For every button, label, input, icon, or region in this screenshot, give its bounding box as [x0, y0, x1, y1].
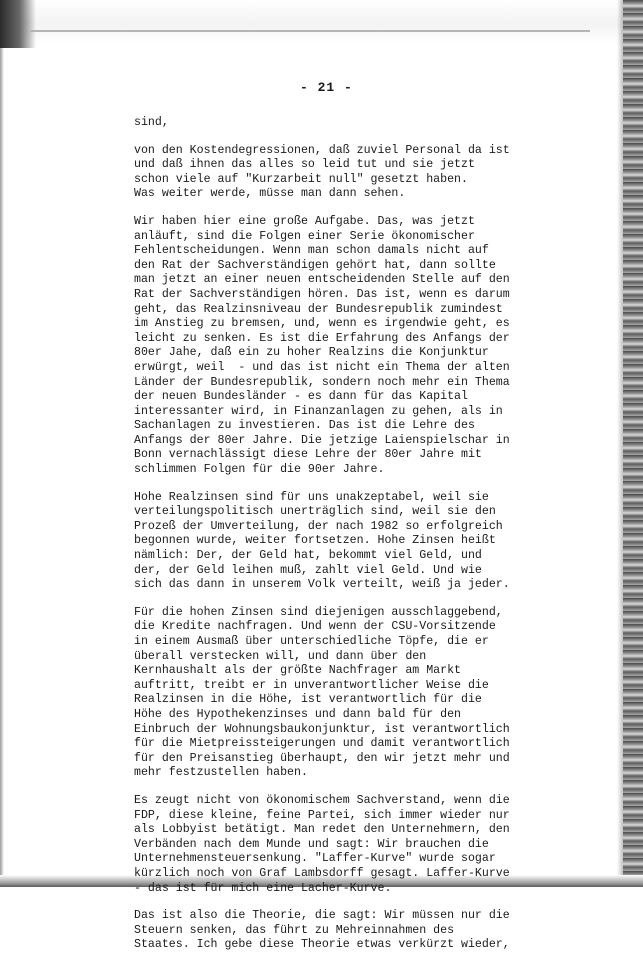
paragraph: von den Kostendegressionen, daß zuviel Personal da ist und daß ihnen das alles so leid tut und sie jetzt schon viele auf "Kurzarbeit null" gesetzt haben. Was weiter werde, müsse man dann sehen.	[134, 143, 510, 201]
page-number: - 21 -	[300, 80, 353, 95]
scan-shadow-top-left	[0, 0, 36, 48]
scan-shadow-left	[0, 48, 4, 887]
paragraph: Hohe Realzinsen sind für uns unakzeptabel, weil sie verteilungspolitisch unerträglich sind, weil sie den Prozeß der Umverteilung, der nach 1982 so erfolgreich begonnen wurde, weiter fortsetzen. Hohe Zinsen heißt nämlich: Der, der Geld hat, bekommt viel Geld, und der, der Geld leihen muß, zahlt viel Geld. Und wie sich das dann in unserem Volk verteilt, weiß ja jeder.	[134, 490, 510, 592]
scan-shadow-right	[623, 0, 643, 887]
paragraph: Wir haben hier eine große Aufgabe. Das, was jetzt anläuft, sind die Folgen einer Serie ökonomischer Fehlentscheidungen. Wenn man schon damals nicht auf den Rat der Sachverständigen gehört hat, dann sollte man jetzt an einer neuen entscheidenden Stelle auf den Rat der Sachverständigen hören. Das ist, wenn es darum geht, das Realzinsniveau der Bundesrepublik zumindest im Anstieg zu bremsen, und, wenn es irgendwie geht, es leicht zu senken. Es ist die Erfahrung des Anfangs der 80er Jahe, daß ein zu hoher Realzins die Konjunktur erwürgt, weil - und das ist nicht ein Thema der alten Länder der Bundesrepublik, sondern noch mehr ein Thema der neuen Bundesländer - es dann für das Kapital interessanter wird, in Finanzanlagen zu gehen, als in Sachanlagen zu investieren. Das ist die Lehre des Anfangs der 80er Jahre. Die jetzige Laienspielschar in Bonn vernachlässigt diese Lehre der 80er Jahre mit schlimmen Folgen für die 90er Jahre.	[134, 214, 510, 477]
scan-edge-line	[30, 30, 590, 32]
paragraph: Es zeugt nicht von ökonomischem Sachverstand, wenn die FDP, diese kleine, feine Partei, sich immer wieder nur als Lobbyist betätigt. Man redet den Unternehmern, den Verbänden nach dem Munde und sagt: Wir brauchen die Unternehmensteuersenkung. "Laffer-Kurve" wurde sogar kürzlich noch von Graf Lambsdorff gesagt. Laffer-Kurve - das ist für mich eine Lacher-Kurve.	[134, 793, 510, 895]
document-body	[134, 116, 530, 953]
paragraph: Das ist also die Theorie, die sagt: Wir müssen nur die Steuern senken, das führt zu Mehreinnahmen des Staates. Ich gebe diese Theorie etwas verkürzt wieder,	[134, 909, 510, 952]
paragraph: sind,	[134, 116, 169, 129]
paragraph: Für die hohen Zinsen sind diejenigen ausschlaggebend, die Kredite nachfragen. Und wenn der CSU-Vorsitzende in einem Ausmaß über unterschiedliche Töpfe, die er überall verstecken will, und dann über den Kernhaushalt als der größte Nachfrager am Markt auftritt, treibt er in unverantwortlicher Weise die Realzinsen in die Höhe, ist verantwortlich für die Höhe des Hypothekenzinses und dann bald für den Einbruch der Wohnungsbaukonjunktur, ist verantwortlich für die Mietpreissteigerungen und damit verantwortlich für den Preisanstieg überhaupt, den wir jetzt mehr und mehr festzustellen haben.	[134, 605, 510, 780]
scan-shadow-top	[0, 0, 643, 44]
